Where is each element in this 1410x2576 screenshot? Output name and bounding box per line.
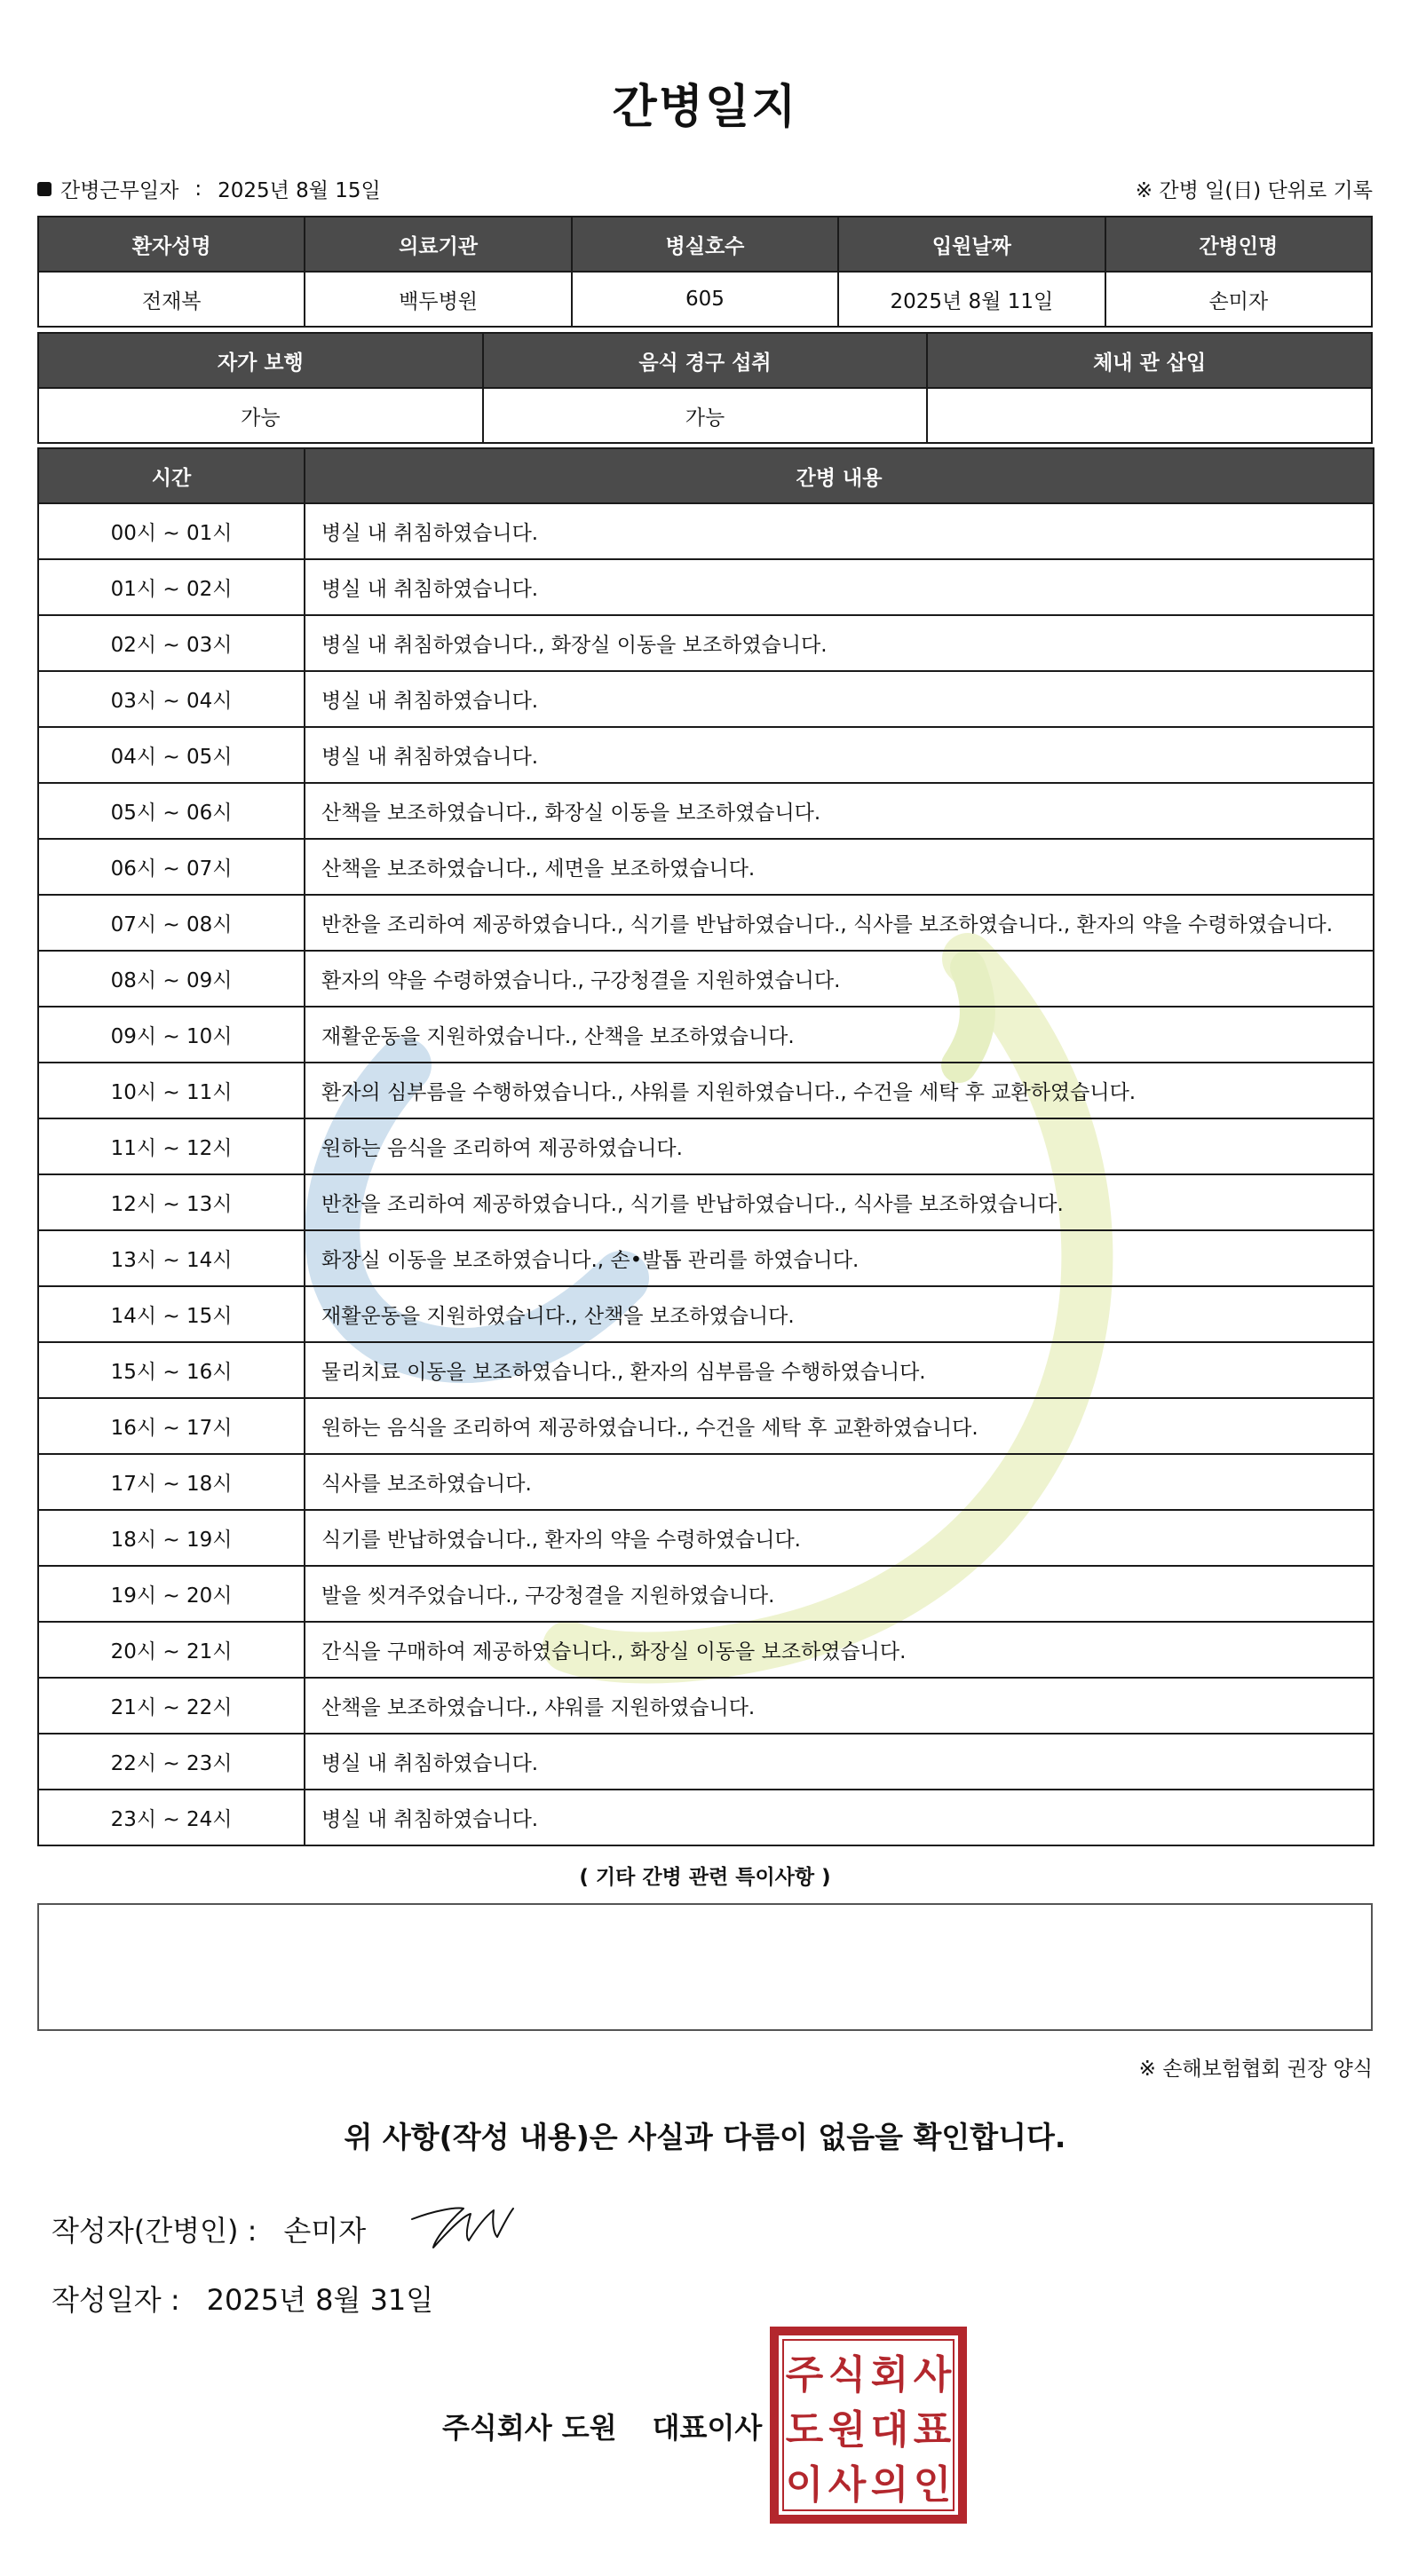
care-log-row [38, 559, 1374, 615]
header-self-walking: 자가 보행 [38, 333, 483, 388]
oral-intake-value: 가능 [483, 388, 928, 443]
work-date-value: 2025년 8월 15일 [218, 179, 381, 202]
care-log-time: 17시 ~ 18시 [38, 1454, 305, 1510]
patient-info-value-row [38, 272, 1372, 327]
header-care-content: 간병 내용 [305, 448, 1374, 503]
seal-character: 이 [785, 2462, 824, 2508]
author-label: 작성자(간병인) : [51, 2214, 257, 2248]
care-log-row [38, 1174, 1374, 1230]
ability-table [37, 332, 1373, 444]
header-admission-date: 입원날짜 [838, 217, 1105, 272]
care-log-row [38, 1007, 1374, 1063]
seal-character: 도 [785, 2407, 824, 2453]
care-log-time: 15시 ~ 16시 [38, 1342, 305, 1398]
unit-note: ※ 간병 일(日) 단위로 기록 [1135, 179, 1373, 202]
seal-character: 표 [913, 2407, 952, 2453]
care-log-time: 05시 ~ 06시 [38, 783, 305, 839]
care-log-time: 00시 ~ 01시 [38, 503, 305, 559]
care-log-time: 16시 ~ 17시 [38, 1398, 305, 1454]
care-log-row [38, 1398, 1374, 1454]
care-log-content: 반찬을 조리하여 제공하였습니다., 식기를 반납하였습니다., 식사를 보조하였습니다., 환자의 약을 수령하였습니다. [305, 895, 1374, 951]
seal-character: 사 [828, 2462, 867, 2508]
care-log-row [38, 1566, 1374, 1622]
header-room-number: 병실호수 [572, 217, 838, 272]
care-log-time: 22시 ~ 23시 [38, 1734, 305, 1790]
header-hospital: 의료기관 [305, 217, 571, 272]
notes-box [37, 1903, 1373, 2031]
patient-info-table [37, 216, 1373, 328]
care-log-time: 07시 ~ 08시 [38, 895, 305, 951]
care-log-row [38, 1342, 1374, 1398]
seal-character: 원 [828, 2407, 867, 2453]
care-log-row [38, 1510, 1374, 1566]
company-name: 주식회사 도원 [442, 2411, 617, 2445]
care-log-content: 산책을 보조하였습니다., 세면을 보조하였습니다. [305, 839, 1374, 895]
care-log-content: 재활운동을 지원하였습니다., 산책을 보조하였습니다. [305, 1286, 1374, 1342]
header-oral-intake: 음식 경구 섭취 [483, 333, 928, 388]
hospital-value: 백두병원 [305, 272, 571, 327]
notes-title: ( 기타 간병 관련 특이사항 ) [579, 1866, 831, 1889]
care-log-row [38, 615, 1374, 671]
care-log-content: 반찬을 조리하여 제공하였습니다., 식기를 반납하였습니다., 식사를 보조하였습니다. [305, 1174, 1374, 1230]
care-log-table [37, 447, 1374, 1846]
care-log-time: 08시 ~ 09시 [38, 951, 305, 1007]
care-log-time: 13시 ~ 14시 [38, 1230, 305, 1286]
patient-info-header-row [38, 217, 1372, 272]
work-date-row [37, 174, 1373, 201]
care-log-row [38, 1118, 1374, 1174]
care-log-content: 병실 내 취침하였습니다. [305, 671, 1374, 727]
signature [408, 2191, 524, 2253]
seal-character: 의 [870, 2462, 909, 2508]
write-date-label: 작성일자 : [51, 2283, 180, 2317]
care-log-content: 병실 내 취침하였습니다. [305, 1790, 1374, 1845]
work-date-label: 간병근무일자 [60, 179, 179, 202]
care-log-row [38, 1790, 1374, 1845]
care-log-content: 환자의 약을 수령하였습니다., 구강청결을 지원하였습니다. [305, 951, 1374, 1007]
write-date-row [51, 2278, 433, 2319]
care-log-time: 23시 ~ 24시 [38, 1790, 305, 1845]
care-log-row [38, 1678, 1374, 1734]
care-log-content: 식사를 보조하였습니다. [305, 1454, 1374, 1510]
seal-character: 식 [828, 2352, 867, 2398]
care-log-row [38, 1063, 1374, 1118]
care-log-row [38, 671, 1374, 727]
seal-character: 주 [785, 2352, 824, 2398]
care-log-time: 18시 ~ 19시 [38, 1510, 305, 1566]
care-log-row [38, 727, 1374, 783]
bullet-square-icon [37, 182, 51, 196]
care-log-time: 04시 ~ 05시 [38, 727, 305, 783]
care-log-content: 병실 내 취침하였습니다. [305, 727, 1374, 783]
header-time: 시간 [38, 448, 305, 503]
seal-character: 인 [913, 2462, 952, 2508]
care-log-time: 11시 ~ 12시 [38, 1118, 305, 1174]
ability-value-row [38, 388, 1372, 443]
care-log-time: 19시 ~ 20시 [38, 1566, 305, 1622]
care-log-content: 간식을 구매하여 제공하였습니다., 화장실 이동을 보조하였습니다. [305, 1622, 1374, 1678]
header-patient-name: 환자성명 [38, 217, 305, 272]
author-row [51, 2209, 366, 2249]
confirmation-statement: 위 사항(작성 내용)은 사실과 다름이 없음을 확인합니다. [344, 2120, 1066, 2154]
care-log-content: 산책을 보조하였습니다., 화장실 이동을 보조하였습니다. [305, 783, 1374, 839]
write-date-value: 2025년 8월 31일 [206, 2283, 434, 2317]
care-log-content: 환자의 심부름을 수행하였습니다., 샤워를 지원하였습니다., 수건을 세탁 후 교환하였습니다. [305, 1063, 1374, 1118]
care-log-time: 01시 ~ 02시 [38, 559, 305, 615]
company-row [442, 2406, 762, 2446]
header-tube-insertion: 체내 관 삽입 [927, 333, 1372, 388]
caregiver-name-value: 손미자 [1105, 272, 1372, 327]
work-date-separator: : [194, 177, 202, 201]
patient-name-value: 전재복 [38, 272, 305, 327]
care-log-time: 20시 ~ 21시 [38, 1622, 305, 1678]
care-log-content: 물리치료 이동을 보조하였습니다., 환자의 심부름을 수행하였습니다. [305, 1342, 1374, 1398]
care-log-content: 식기를 반납하였습니다., 환자의 약을 수령하였습니다. [305, 1510, 1374, 1566]
care-log-row [38, 1286, 1374, 1342]
care-log-row [38, 839, 1374, 895]
tube-insertion-value [927, 388, 1372, 443]
care-log-time: 10시 ~ 11시 [38, 1063, 305, 1118]
care-log-row [38, 503, 1374, 559]
representative-title: 대표이사 [652, 2411, 763, 2445]
care-log-time: 12시 ~ 13시 [38, 1174, 305, 1230]
care-log-content: 병실 내 취침하였습니다. [305, 1734, 1374, 1790]
room-number-value: 605 [572, 272, 838, 327]
care-log-content: 병실 내 취침하였습니다. [305, 503, 1374, 559]
care-log-content: 원하는 음식을 조리하여 제공하였습니다., 수건을 세탁 후 교환하였습니다. [305, 1398, 1374, 1454]
care-log-time: 03시 ~ 04시 [38, 671, 305, 727]
seal-character: 사 [913, 2352, 952, 2398]
care-log-row [38, 895, 1374, 951]
care-log-row [38, 1734, 1374, 1790]
care-log-content: 병실 내 취침하였습니다., 화장실 이동을 보조하였습니다. [305, 615, 1374, 671]
care-log-time: 09시 ~ 10시 [38, 1007, 305, 1063]
care-log-content: 재활운동을 지원하였습니다., 산책을 보조하였습니다. [305, 1007, 1374, 1063]
header-caregiver-name: 간병인명 [1105, 217, 1372, 272]
ability-header-row [38, 333, 1372, 388]
care-log-row [38, 1454, 1374, 1510]
care-log-time: 06시 ~ 07시 [38, 839, 305, 895]
care-log-row [38, 1622, 1374, 1678]
author-name: 손미자 [283, 2214, 367, 2248]
care-log-time: 14시 ~ 15시 [38, 1286, 305, 1342]
care-log-header-row [38, 448, 1374, 503]
care-log-row [38, 1230, 1374, 1286]
care-log-row [38, 951, 1374, 1007]
care-log-time: 02시 ~ 03시 [38, 615, 305, 671]
seal-character: 회 [870, 2352, 909, 2398]
seal-character: 대 [870, 2407, 909, 2453]
self-walking-value: 가능 [38, 388, 483, 443]
admission-date-value: 2025년 8월 11일 [838, 272, 1105, 327]
page-title: 간병일지 [612, 81, 798, 134]
care-log-row [38, 783, 1374, 839]
recommend-note: ※ 손해보험협회 권장 양식 [1138, 2058, 1373, 2081]
care-log-time: 21시 ~ 22시 [38, 1678, 305, 1734]
care-log-content: 병실 내 취침하였습니다. [305, 559, 1374, 615]
care-log-content: 산책을 보조하였습니다., 샤워를 지원하였습니다. [305, 1678, 1374, 1734]
company-seal-stamp [769, 2326, 968, 2525]
care-log-content: 원하는 음식을 조리하여 제공하였습니다. [305, 1118, 1374, 1174]
care-log-content: 화장실 이동을 보조하였습니다., 손•발톱 관리를 하였습니다. [305, 1230, 1374, 1286]
care-log-content: 발을 씻겨주었습니다., 구강청결을 지원하였습니다. [305, 1566, 1374, 1622]
